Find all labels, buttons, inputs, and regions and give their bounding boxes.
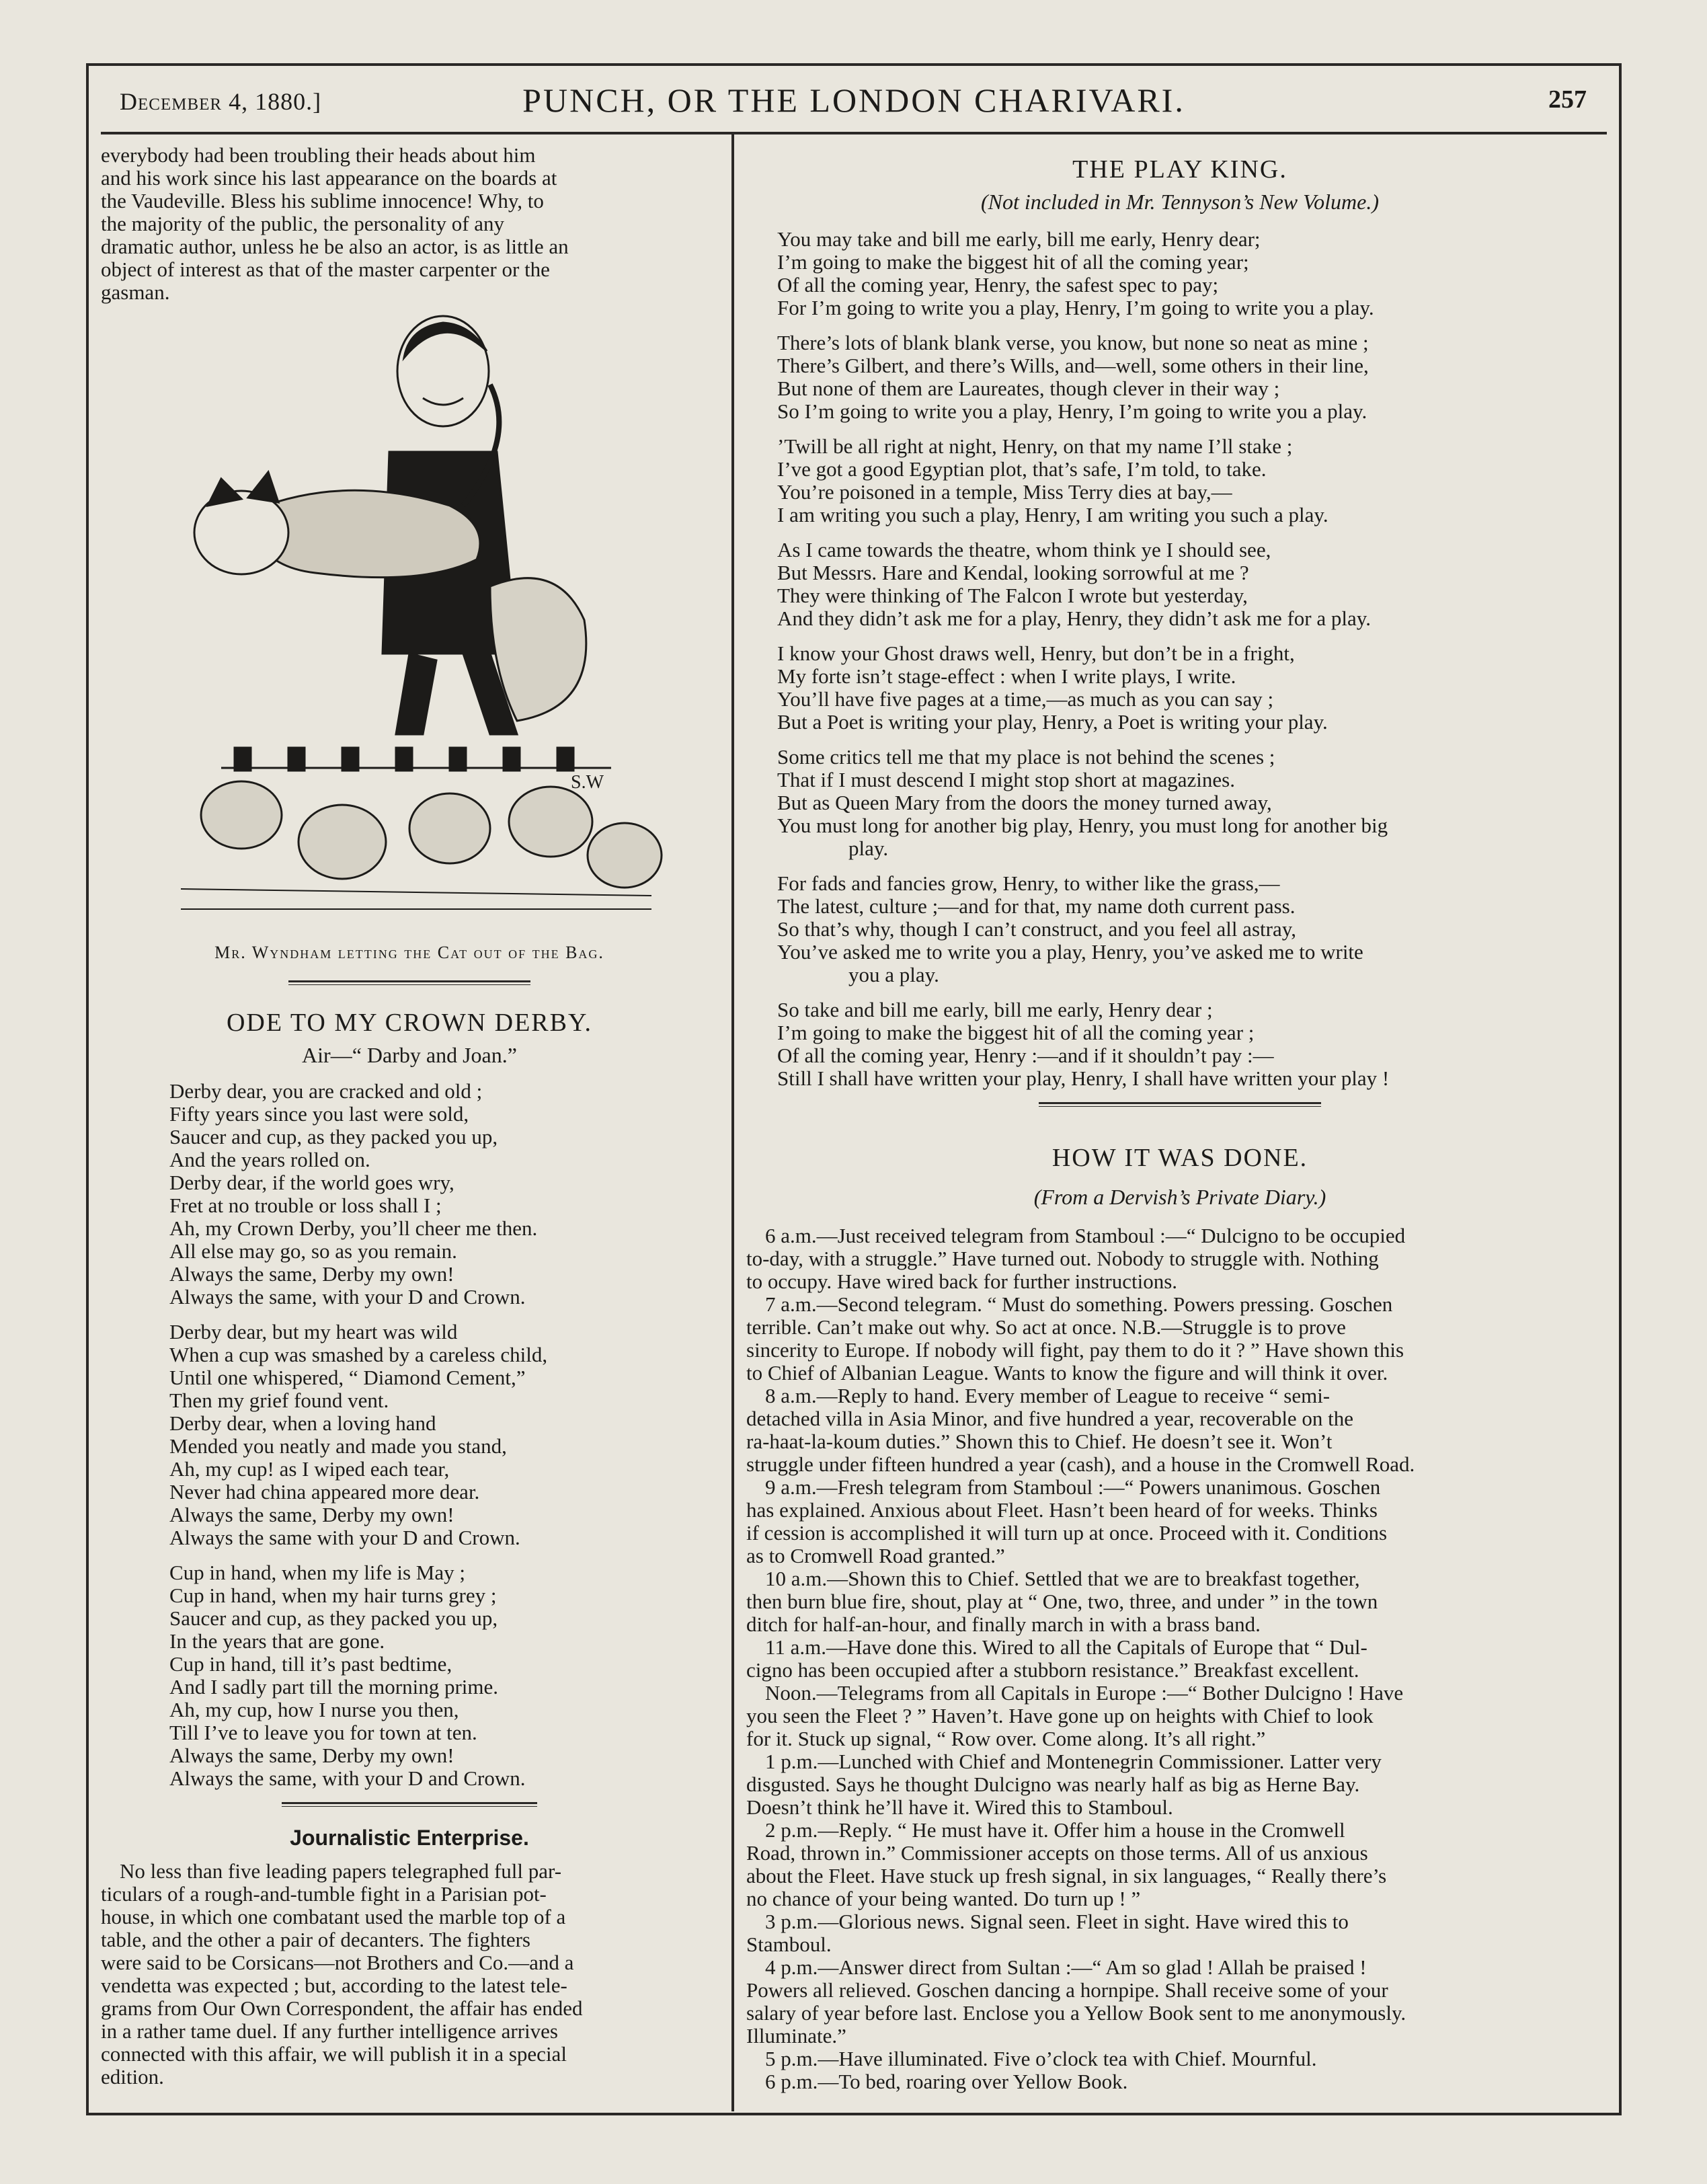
verse-line: Of all the coming year, Henry, the safest spec to pay; <box>777 273 1219 297</box>
verse-line: I am writing you such a play, Henry, I am writing you such a play. <box>777 503 1328 526</box>
diary-line: if cession is accomplished it will turn up at once. Proceed with it. Conditions <box>746 1521 1388 1545</box>
text-line: everybody had been troubling their heads about him <box>101 143 536 167</box>
article-subtitle: (From a Dervish’s Private Diary.) <box>1033 1185 1326 1209</box>
verse-line: So take and bill me early, bill me early, Henry dear ; <box>777 998 1213 1021</box>
section-divider <box>282 1802 537 1807</box>
cartoon-caption: Mr. Wyndham letting the Cat out of the Bag. <box>214 943 604 962</box>
verse-line: Derby dear, when a loving hand <box>169 1411 436 1435</box>
verse-line: ’Twill be all right at night, Henry, on that my name I’ll stake ; <box>777 434 1293 458</box>
verse-line: you a play. <box>848 963 939 986</box>
verse-line: And I sadly part till the morning prime. <box>169 1675 499 1699</box>
text-line: grams from Our Own Correspondent, the affair has ended <box>101 1996 583 2020</box>
poem-title: THE PLAY KING. <box>1072 155 1287 184</box>
verse-line: You must long for another big play, Henry, you must long for another big <box>777 814 1388 837</box>
verse-line: Always the same, Derby my own! <box>169 1744 454 1767</box>
text-line: were said to be Corsicans—not Brothers and Co.—and a <box>101 1951 574 1974</box>
text-line: dramatic author, unless he be also an actor, is as little an <box>101 235 569 258</box>
cartoon-signature: S.W <box>571 772 604 793</box>
text-line: object of interest as that of the master carpenter or the <box>101 258 550 281</box>
verse-line: Fifty years since you last were sold, <box>169 1102 469 1126</box>
column-divider <box>731 134 734 2111</box>
diary-line: struggle under fifteen hundred a year (cash), and a house in the Cromwell Road. <box>746 1452 1415 1476</box>
verse-line: They were thinking of The Falcon I wrote but yesterday, <box>777 584 1248 607</box>
verse-line: Always the same, Derby my own! <box>169 1503 454 1526</box>
text-line: in a rather tame duel. If any further intelligence arrives <box>101 2019 558 2043</box>
right-column <box>746 144 1614 2093</box>
verse-line: Then my grief found vent. <box>169 1389 389 1412</box>
poem-air: Air—“ Darby and Joan.” <box>302 1043 517 1067</box>
text-line: gasman. <box>101 280 170 304</box>
section-divider <box>1039 1102 1321 1107</box>
verse-line: Saucer and cup, as they packed you up, <box>169 1125 498 1148</box>
diary-line: Noon.—Telegrams from all Capitals in Europe :—“ Bother Dulcigno ! Have <box>765 1681 1404 1705</box>
ode-poem <box>101 1008 718 1790</box>
verse-line: Never had china appeared more dear. <box>169 1480 480 1504</box>
page-number: 257 <box>1548 85 1587 114</box>
diary-line: ditch for half-an-hour, and finally march in with a brass band. <box>746 1612 1261 1636</box>
cartoon-illustration <box>141 304 678 936</box>
diary-line: disgusted. Says he thought Dulcigno was nearly half as big as Herne Bay. <box>746 1772 1360 1796</box>
poem-title: ODE TO MY CROWN DERBY. <box>226 1009 593 1037</box>
diary-line: Powers all relieved. Goschen dancing a hornpipe. Shall receive some of your <box>746 1978 1388 2002</box>
section-divider <box>288 980 530 985</box>
stanza <box>777 872 1614 986</box>
verse-line: play. <box>848 836 889 860</box>
stanza <box>777 999 1614 1090</box>
play-king-poem <box>746 155 1614 1090</box>
verse-line: Always the same, with your D and Crown. <box>169 1766 526 1790</box>
intro-paragraph <box>101 144 718 304</box>
stanza <box>777 435 1614 526</box>
verse-line: And the years rolled on. <box>169 1148 370 1171</box>
diary-line: no chance of your being wanted. Do turn up ! ” <box>746 1887 1141 1910</box>
verse-line: You may take and bill me early, bill me early, Henry dear; <box>777 227 1261 251</box>
verse-line: My forte isn’t stage-effect : when I write plays, I write. <box>777 664 1236 688</box>
text-line: edition. <box>101 2065 164 2089</box>
diary-line: as to Cromwell Road granted.” <box>746 1544 1005 1567</box>
verse-line: There’s lots of blank blank verse, you know, but none so neat as mine ; <box>777 331 1369 354</box>
diary-line: for it. Stuck up signal, “ Row over. Come along. It’s all right.” <box>746 1727 1266 1750</box>
verse-line: Till I’ve to leave you for town at ten. <box>169 1721 477 1744</box>
verse-line: So that’s why, though I can’t construct, and you feel all astray, <box>777 917 1296 941</box>
stanza <box>169 1321 718 1549</box>
verse-line: You’ll have five pages at a time,—as much as you can say ; <box>777 687 1274 711</box>
diary-line: 11 a.m.—Have done this. Wired to all the Capitals of Europe that “ Dul- <box>765 1635 1367 1659</box>
verse-line: When a cup was smashed by a careless child, <box>169 1343 548 1366</box>
diary-line: 7 a.m.—Second telegram. “ Must do something. Powers pressing. Goschen <box>765 1292 1393 1316</box>
verse-line: In the years that are gone. <box>169 1629 385 1653</box>
diary-line: Road, thrown in.” Commissioner accepts on those terms. All of us anxious <box>746 1841 1368 1865</box>
diary-line: 1 p.m.—Lunched with Chief and Montenegrin Commissioner. Latter very <box>765 1750 1382 1773</box>
verse-line: Ah, my Crown Derby, you’ll cheer me then. <box>169 1216 538 1240</box>
verse-line: Always the same with your D and Crown. <box>169 1526 520 1549</box>
verse-line: Cup in hand, when my life is May ; <box>169 1561 465 1584</box>
verse-line: I’ve got a good Egyptian plot, that’s safe, I’m told, to take. <box>777 457 1267 481</box>
verse-line: Until one whispered, “ Diamond Cement,” <box>169 1366 526 1389</box>
masthead <box>101 75 1607 134</box>
diary-line: has explained. Anxious about Fleet. Hasn’t been heard of for weeks. Thinks <box>746 1498 1378 1522</box>
text-line: connected with this affair, we will publish it in a special <box>101 2042 567 2066</box>
diary-line: 9 a.m.—Fresh telegram from Stamboul :—“ Powers unanimous. Goschen <box>765 1475 1381 1499</box>
verse-line: Still I shall have written your play, Henry, I shall have written your play ! <box>777 1066 1390 1090</box>
verse-line: But none of them are Laureates, though clever in their way ; <box>777 377 1280 400</box>
verse-line: The latest, culture ;—and for that, my name doth current pass. <box>777 894 1296 918</box>
diary-line: then burn blue fire, shout, play at “ One, two, three, and under ” in the town <box>746 1590 1378 1613</box>
verse-line: Some critics tell me that my place is not behind the scenes ; <box>777 745 1275 769</box>
how-it-was-done-article <box>746 1143 1614 2093</box>
diary-line: about the Fleet. Have stuck up fresh signal, in six languages, “ Really there’s <box>746 1864 1387 1887</box>
text-line: ticulars of a rough-and-tumble fight in a Parisian pot- <box>101 1882 547 1906</box>
diary-line: terrible. Can’t make out why. So act at once. N.B.—Struggle is to prove <box>746 1315 1346 1339</box>
verse-line: For I’m going to write you a play, Henry, I’m going to write you a play. <box>777 296 1374 319</box>
verse-line: Cup in hand, till it’s past bedtime, <box>169 1652 452 1676</box>
verse-line: That if I must descend I might stop short at magazines. <box>777 768 1235 791</box>
left-column <box>101 144 718 2089</box>
diary-line: 6 p.m.—To bed, roaring over Yellow Book. <box>765 2070 1128 2093</box>
diary-line: you seen the Fleet ? ” Haven’t. Have gone up on heights with Chief to look <box>746 1704 1374 1727</box>
verse-line: Cup in hand, when my hair turns grey ; <box>169 1584 497 1607</box>
verse-line: Ah, my cup, how I nurse you then, <box>169 1698 459 1721</box>
diary-line: Illuminate.” <box>746 2024 846 2048</box>
diary-line: sincerity to Europe. If nobody will fight, pay them to do it ? ” Have shown this <box>746 1338 1404 1362</box>
diary-line: Stamboul. <box>746 1933 832 1956</box>
diary-line: 6 a.m.—Just received telegram from Stamboul :—“ Dulcigno to be occupied <box>765 1224 1406 1247</box>
verse-line: As I came towards the theatre, whom think ye I should see, <box>777 538 1271 561</box>
diary-line: 2 p.m.—Reply. “ He must have it. Offer him a house in the Cromwell <box>765 1818 1345 1842</box>
text-line: the majority of the public, the personality of any <box>101 212 505 235</box>
verse-line: But Messrs. Hare and Kendal, looking sorrowful at me ? <box>777 561 1249 584</box>
verse-line: Saucer and cup, as they packed you up, <box>169 1606 498 1630</box>
diary-line: 5 p.m.—Have illuminated. Five o’clock tea with Chief. Mournful. <box>765 2047 1317 2070</box>
diary-line: 8 a.m.—Reply to hand. Every member of League to receive “ semi- <box>765 1384 1331 1407</box>
verse-line: And they didn’t ask me for a play, Henry, they didn’t ask me for a play. <box>777 607 1371 630</box>
stanza <box>777 228 1614 319</box>
diary-line: to-day, with a struggle.” Have turned out. Nobody to struggle with. Nothing <box>746 1247 1379 1270</box>
stanza <box>777 746 1614 860</box>
diary-line: to occupy. Have wired back for further instructions. <box>746 1270 1178 1293</box>
verse-line: Derby dear, if the world goes wry, <box>169 1171 454 1194</box>
diary-line: 10 a.m.—Shown this to Chief. Settled that we are to breakfast together, <box>765 1567 1360 1590</box>
publication-title: PUNCH, OR THE LONDON CHARIVARI. <box>522 81 1185 119</box>
verse-line: Mended you neatly and made you stand, <box>169 1434 507 1458</box>
poem-subtitle: (Not included in Mr. Tennyson’s New Volume.) <box>981 190 1379 214</box>
issue-date: December 4, 1880.] <box>120 88 322 115</box>
stanza <box>777 539 1614 630</box>
text-line: vendetta was expected ; but, according to the latest tele- <box>101 1974 567 1997</box>
verse-line: Fret at no trouble or loss shall I ; <box>169 1194 442 1217</box>
text-line: No less than five leading papers telegraphed full par- <box>120 1859 562 1883</box>
stanza <box>169 1561 718 1790</box>
verse-line: You’re poisoned in a temple, Miss Terry dies at bay,— <box>777 480 1232 504</box>
verse-line: All else may go, so as you remain. <box>169 1239 457 1263</box>
verse-line: You’ve asked me to write you a play, Henry, you’ve asked me to write <box>777 940 1363 964</box>
diary-line: cigno has been occupied after a stubborn resistance.” Breakfast excellent. <box>746 1658 1359 1682</box>
verse-line: There’s Gilbert, and there’s Wills, and—well, some others in their line, <box>777 354 1369 377</box>
journalistic-article <box>101 1826 718 2089</box>
diary-line: to Chief of Albanian League. Wants to know the figure and will think it over. <box>746 1361 1388 1384</box>
verse-line: Derby dear, you are cracked and old ; <box>169 1079 483 1103</box>
stanza <box>777 332 1614 423</box>
article-title: Journalistic Enterprise. <box>290 1826 529 1850</box>
text-line: and his work since his last appearance on the boards at <box>101 166 557 190</box>
verse-line: I’m going to make the biggest hit of all the coming year ; <box>777 1021 1255 1044</box>
verse-line: Ah, my cup! as I wiped each tear, <box>169 1457 450 1481</box>
stanza <box>777 642 1614 734</box>
text-line: the Vaudeville. Bless his sublime innocence! Why, to <box>101 189 544 212</box>
stanza <box>169 1080 718 1309</box>
verse-line: But a Poet is writing your play, Henry, a Poet is writing your play. <box>777 710 1328 734</box>
diary-line: 4 p.m.—Answer direct from Sultan :—“ Am so glad ! Allah be praised ! <box>765 1955 1367 1979</box>
verse-line: For fads and fancies grow, Henry, to wither like the grass,— <box>777 871 1280 895</box>
verse-line: Of all the coming year, Henry :—and if it shouldn’t pay :— <box>777 1044 1274 1067</box>
verse-line: I’m going to make the biggest hit of all the coming year; <box>777 250 1249 274</box>
text-line: house, in which one combatant used the marble top of a <box>101 1905 566 1928</box>
diary-line: 3 p.m.—Glorious news. Signal seen. Fleet in sight. Have wired this to <box>765 1910 1349 1933</box>
article-title: HOW IT WAS DONE. <box>1051 1144 1308 1172</box>
verse-line: Always the same, Derby my own! <box>169 1262 454 1286</box>
text-line: table, and the other a pair of decanters. The fighters <box>101 1928 530 1951</box>
diary-line: detached villa in Asia Minor, and five hundred a year, recoverable on the <box>746 1407 1354 1430</box>
diary-line: Doesn’t think he’ll have it. Wired this to Stamboul. <box>746 1795 1173 1819</box>
verse-line: Always the same, with your D and Crown. <box>169 1285 526 1309</box>
diary-line: salary of year before last. Enclose you a Yellow Book sent to me anonymously. <box>746 2001 1406 2025</box>
verse-line: But as Queen Mary from the doors the money turned away, <box>777 791 1272 814</box>
verse-line: I know your Ghost draws well, Henry, but don’t be in a fright, <box>777 641 1295 665</box>
verse-line: Derby dear, but my heart was wild <box>169 1320 458 1343</box>
verse-line: So I’m going to write you a play, Henry, I’m going to write you a play. <box>777 399 1367 423</box>
diary-line: ra-haat-la-koum duties.” Shown this to Chief. He doesn’t see it. Won’t <box>746 1430 1333 1453</box>
